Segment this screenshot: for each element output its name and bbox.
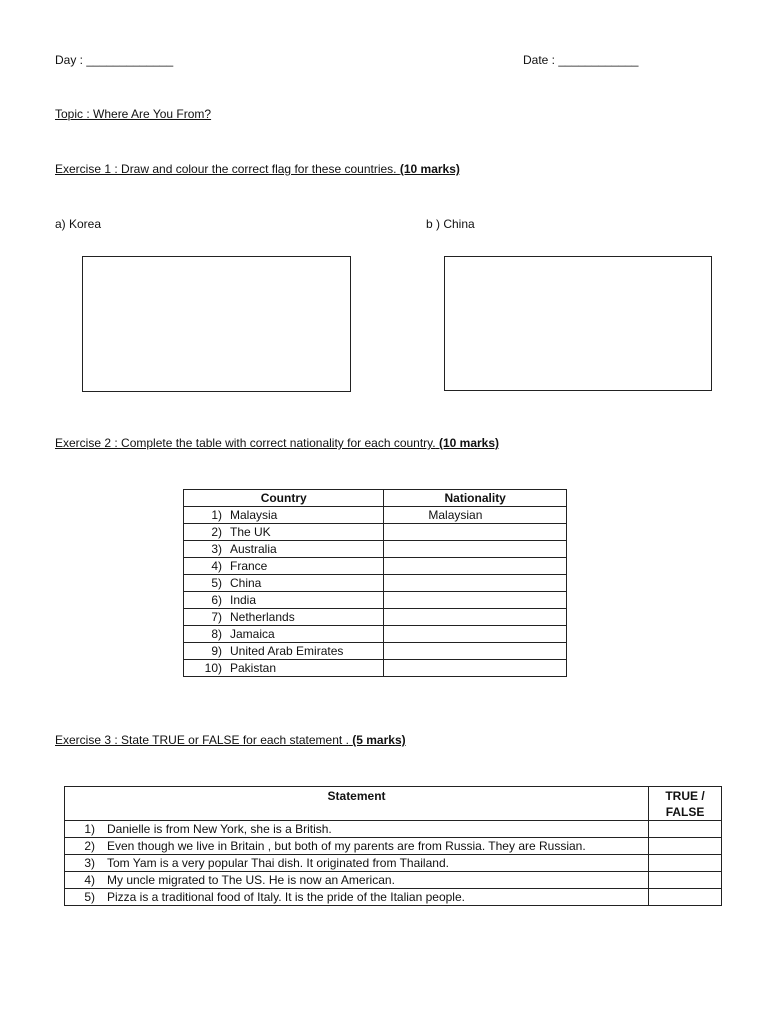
country-name: Australia xyxy=(230,542,277,556)
table-row xyxy=(184,592,567,609)
nationality-cell: Malaysian xyxy=(384,507,567,524)
nationality-table xyxy=(183,489,567,677)
table-row xyxy=(65,872,722,889)
true-false-answer-cell[interactable] xyxy=(649,838,722,855)
nationality-answer-cell[interactable] xyxy=(384,660,567,677)
row-number: 4) xyxy=(211,559,222,573)
country-name: Malaysia xyxy=(230,508,278,522)
table-row xyxy=(184,626,567,643)
table-row xyxy=(184,609,567,626)
statement-text: Tom Yam is a very popular Thai dish. It originated from Thailand. xyxy=(107,856,449,870)
flag-drawing-box-korea[interactable] xyxy=(82,256,351,392)
table-row xyxy=(65,821,722,838)
exercise3-heading xyxy=(55,733,406,747)
table-row xyxy=(65,855,722,872)
table-header-row xyxy=(65,787,722,821)
statement-cell xyxy=(65,889,649,906)
table-row xyxy=(184,507,567,524)
true-false-header-line1: TRUE / xyxy=(665,789,705,803)
table-row xyxy=(184,575,567,592)
true-false-column-header xyxy=(649,787,722,821)
table-row xyxy=(65,889,722,906)
date-label: Date : xyxy=(523,53,556,67)
true-false-answer-cell[interactable] xyxy=(649,872,722,889)
true-false-header-line2: FALSE xyxy=(665,805,705,819)
country-name: France xyxy=(230,559,268,573)
flag-label-korea: a) Korea xyxy=(55,217,102,231)
row-number: 7) xyxy=(211,610,222,624)
country-cell xyxy=(184,643,384,660)
row-number: 10) xyxy=(204,661,222,675)
row-number: 5) xyxy=(84,890,95,904)
row-number: 1) xyxy=(211,508,222,522)
statement-text: My uncle migrated to The US. He is now an American. xyxy=(107,873,395,887)
statement-cell xyxy=(65,821,649,838)
country-name: United Arab Emirates xyxy=(230,644,344,658)
table-row xyxy=(184,558,567,575)
exercise2-marks: (10 marks) xyxy=(438,436,500,450)
true-false-answer-cell[interactable] xyxy=(649,821,722,838)
statement-text: Pizza is a traditional food of Italy. It is the pride of the Italian people. xyxy=(107,890,465,904)
country-cell xyxy=(184,609,384,626)
row-number: 8) xyxy=(211,627,222,641)
topic-heading: Topic : Where Are You From? xyxy=(55,107,212,121)
row-number: 3) xyxy=(84,856,95,870)
flag-drawing-box-china[interactable] xyxy=(444,256,712,391)
nationality-answer-cell[interactable] xyxy=(384,575,567,592)
true-false-answer-cell[interactable] xyxy=(649,855,722,872)
nationality-answer-cell[interactable] xyxy=(384,592,567,609)
true-false-answer-cell[interactable] xyxy=(649,889,722,906)
country-name: China xyxy=(230,576,262,590)
date-blank: ____________ xyxy=(558,53,639,67)
statement-text: Danielle is from New York, she is a British. xyxy=(107,822,332,836)
row-number: 3) xyxy=(211,542,222,556)
row-number: 6) xyxy=(211,593,222,607)
nationality-answer-cell[interactable] xyxy=(384,541,567,558)
country-cell xyxy=(184,541,384,558)
row-number: 2) xyxy=(84,839,95,853)
country-cell xyxy=(184,558,384,575)
table-row xyxy=(184,541,567,558)
table-row xyxy=(65,838,722,855)
country-name: Pakistan xyxy=(230,661,277,675)
exercise1-title: Exercise 1 : Draw and colour the correct flag for these countries. xyxy=(55,162,397,176)
exercise1-heading xyxy=(55,162,460,176)
statement-text: Even though we live in Britain , but both of my parents are from Russia. They are Russian. xyxy=(107,839,586,853)
nationality-answer-cell[interactable] xyxy=(384,609,567,626)
row-number: 4) xyxy=(84,873,95,887)
table-row xyxy=(184,660,567,677)
table-row xyxy=(184,643,567,660)
statement-cell xyxy=(65,855,649,872)
day-field xyxy=(55,53,173,67)
nationality-answer-cell[interactable] xyxy=(384,558,567,575)
country-cell xyxy=(184,626,384,643)
nationality-answer-cell[interactable] xyxy=(384,626,567,643)
day-label: Day : xyxy=(55,53,84,67)
row-number: 2) xyxy=(211,525,222,539)
statement-column-header: Statement xyxy=(65,787,649,821)
date-field xyxy=(523,53,638,67)
country-cell xyxy=(184,507,384,524)
country-name: Jamaica xyxy=(230,627,275,641)
row-number: 1) xyxy=(84,822,95,836)
exercise2-title: Exercise 2 : Complete the table with correct nationality for each country. xyxy=(55,436,436,450)
country-cell xyxy=(184,575,384,592)
country-name: Netherlands xyxy=(230,610,295,624)
country-column-header: Country xyxy=(184,490,384,507)
exercise3-title: Exercise 3 : State TRUE or FALSE for each statement . xyxy=(55,733,349,747)
day-blank: _____________ xyxy=(86,53,174,67)
nationality-column-header: Nationality xyxy=(384,490,567,507)
true-false-table xyxy=(64,786,722,906)
flag-label-china: b ) China xyxy=(426,217,475,231)
nationality-answer-cell[interactable] xyxy=(384,643,567,660)
statement-cell xyxy=(65,872,649,889)
exercise2-heading xyxy=(55,436,499,450)
row-number: 5) xyxy=(211,576,222,590)
nationality-answer-cell[interactable] xyxy=(384,524,567,541)
table-row xyxy=(184,524,567,541)
exercise3-marks: (5 marks) xyxy=(352,733,406,747)
exercise1-marks: (10 marks) xyxy=(399,162,460,176)
table-header-row xyxy=(184,490,567,507)
country-cell xyxy=(184,524,384,541)
country-cell xyxy=(184,592,384,609)
statement-cell xyxy=(65,838,649,855)
country-name: The UK xyxy=(230,525,271,539)
country-cell xyxy=(184,660,384,677)
country-name: India xyxy=(230,593,257,607)
row-number: 9) xyxy=(211,644,222,658)
